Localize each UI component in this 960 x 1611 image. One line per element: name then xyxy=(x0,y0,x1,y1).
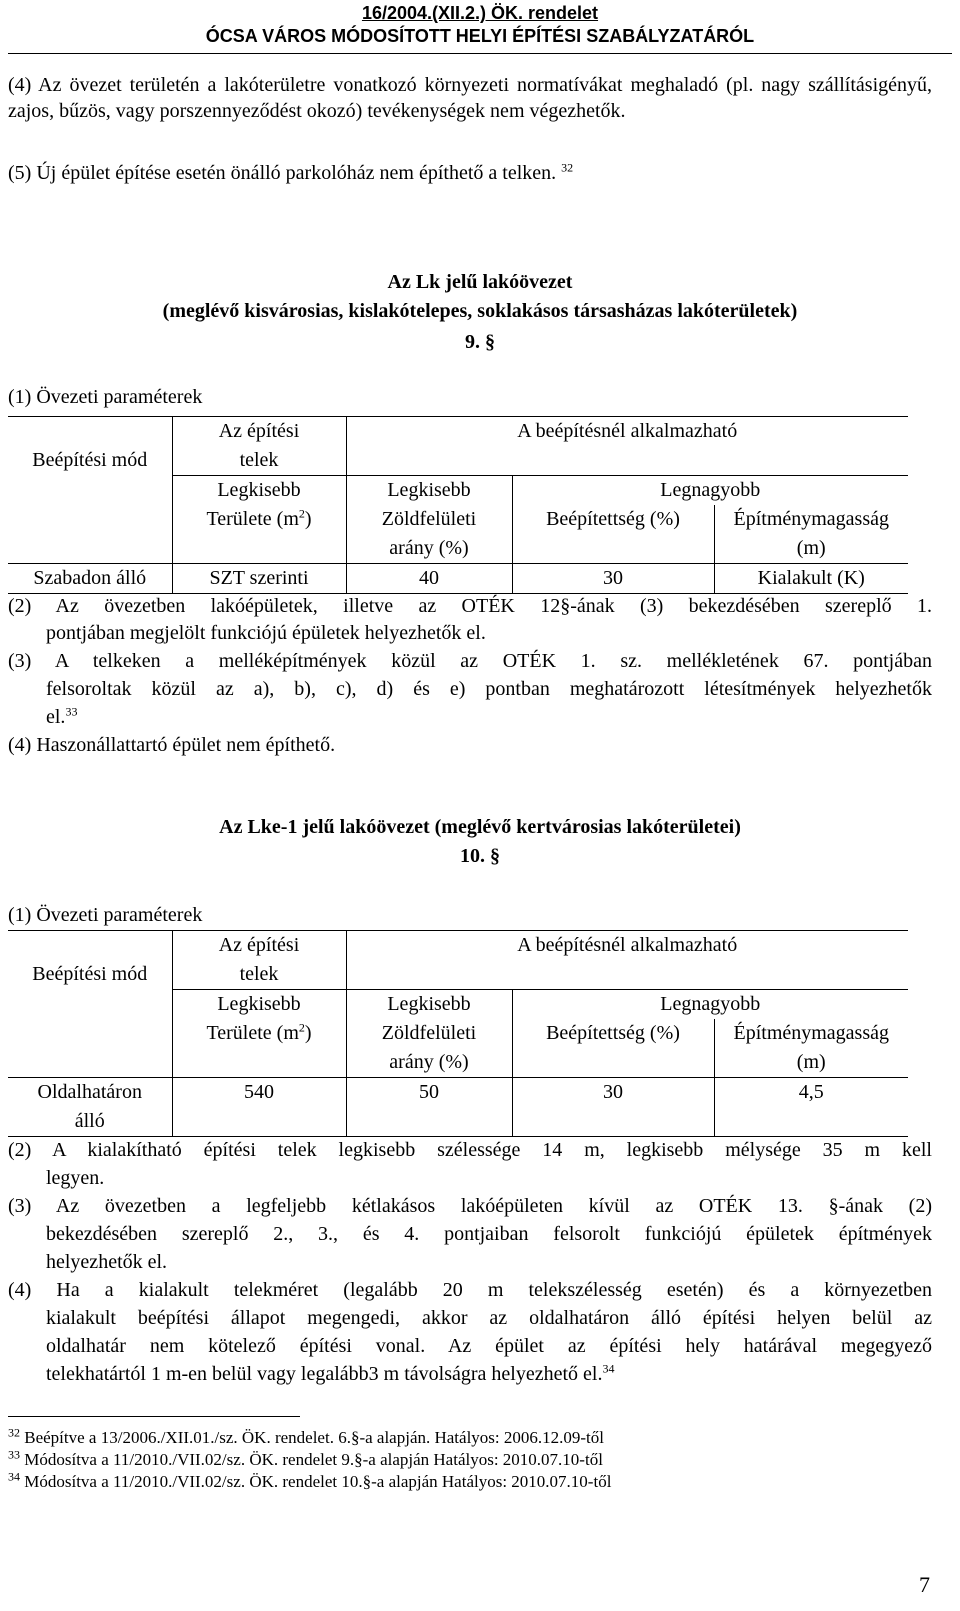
lke-paragraph-3-line1: (3) Az övezetben a legfeljebb kétlakásos lakóépületen kívül az OTÉK 13. §-ának (2) xyxy=(8,1195,932,1217)
header-green-ratio-line1: Zöldfelületi xyxy=(346,505,512,534)
page-number: 7 xyxy=(919,1572,930,1597)
header-area: Területe $(m^2)$ xyxy=(172,505,346,534)
header-height-line2: (m) xyxy=(714,534,908,564)
header-min-green: Legkisebb xyxy=(346,476,512,506)
paragraph-4-top: (4) Az övezet területén a lakóterületre vonatkozó környezeti normatívákat meghaladó (pl. nagy szállításigényű, zajos, bűzös, vagy porszennyeződést okozó) tevékenységek nem végezhetők. xyxy=(8,74,932,122)
cell-built-ratio: 30 xyxy=(512,564,714,594)
footnote-32: $^{32}$ Beépítve a 13/2006./XII.01./sz. ÖK. rendelet. 6.§-a alapján. Hatályos: 2006.12.09-től xyxy=(8,1425,604,1447)
lk-section-number: 9. § xyxy=(465,331,495,353)
lke-parameters-label: (1) Övezeti paraméterek xyxy=(8,904,203,926)
cell-green-ratio: 50 xyxy=(346,1078,512,1108)
document-header-title: ÓCSA VÁROS MÓDOSÍTOTT HELYI ÉPÍTÉSI SZABÁLYZATÁRÓL xyxy=(205,26,755,46)
lk-zone-title: Az Lk jelű lakóövezet xyxy=(387,271,573,293)
cell-height: Kialakult (K) xyxy=(714,564,908,594)
header-min-green: Legkisebb xyxy=(346,990,512,1020)
header-plot-line1: Az építési xyxy=(172,417,346,447)
lke-section-number: 10. § xyxy=(460,845,500,867)
cell-height: 4,5 xyxy=(714,1078,908,1108)
lke-paragraph-2-line2: legyen. xyxy=(46,1167,105,1189)
header-min-area: Legkisebb xyxy=(172,476,346,506)
header-max: Legnagyobb xyxy=(512,476,908,506)
lk-paragraph-4: (4) Haszonállattartó épület nem építhető. xyxy=(8,734,336,756)
lke-paragraph-3-line2: bekezdésében szereplő 2., 3., és 4. pontjaiban felsorolt funkciójú épületek építmények xyxy=(46,1223,932,1245)
header-height-line1: Építménymagasság xyxy=(714,505,908,534)
footnote-33: $^{33}$ Módosítva a 11/2010./VII.02/sz. ÖK. rendelet 9.§-a alapján Hatályos: 2010.07.10-től xyxy=(8,1447,603,1469)
header-building-mode: Beépítési mód xyxy=(32,449,148,471)
lk-parameters-table xyxy=(8,416,908,594)
lk-paragraph-3-line2: felsoroltak közül az a), b), c), d) és e) pontban meghatározott létesítmények helyezhetők xyxy=(46,678,932,700)
lke-zone-title: Az Lke-1 jelű lakóövezet (meglévő kertvárosias lakóterületei) xyxy=(219,816,741,838)
table-row xyxy=(8,564,908,594)
header-plot-line1: Az építési xyxy=(172,931,346,961)
footnote-34: $^{34}$ Módosítva a 11/2010./VII.02/sz. ÖK. rendelet 10.§-a alapján Hatályos: 2010.07.10-től xyxy=(8,1469,612,1491)
lke-paragraph-3-line3: helyezhetők el. xyxy=(46,1251,168,1273)
lk-zone-subtitle: (meglévő kisvárosias, kislakótelepes, soklakásos társasházas lakóterületek) xyxy=(162,300,798,322)
header-plot-line2: telek xyxy=(172,960,346,990)
footnote-ref-33: 33 xyxy=(65,704,78,719)
lke-paragraph-2-line1: (2) A kialakítható építési telek legkisebb szélessége 14 m, legkisebb mélysége 35 m kell xyxy=(8,1139,932,1161)
paragraph-5-text: (5) Új épület építése esetén önálló parkolóház nem építhető a telken. xyxy=(8,162,557,184)
header-max: Legnagyobb xyxy=(512,990,908,1020)
cell-building-mode: Szabadon álló xyxy=(8,564,172,594)
lke-paragraph-4-line1: (4) Ha a kialakult telekméret (legalább 20 m telekszélesség esetén) és a környezetben xyxy=(8,1279,932,1301)
cell-building-mode-line2: álló xyxy=(8,1107,172,1137)
lke-paragraph-4-line3: oldalhatár nem kötelező építési vonal. Az épület az építési hely határával megegyező xyxy=(46,1335,932,1357)
lke-paragraph-4-line4: telekhatártól 1 m-en belül vagy legalább3 m távolságra helyezhető el.$^{34}$ xyxy=(46,1361,615,1385)
cell-area: 540 xyxy=(172,1078,346,1108)
header-building-mode: Beépítési mód xyxy=(32,963,148,985)
header-built-ratio: Beépítettség (%) xyxy=(512,1019,714,1048)
lk-paragraph-2-line1: (2) Az övezetben lakóépületek, illetve az OTÉK 12§-ának (3) bekezdésében szereplő 1. xyxy=(8,595,932,617)
lke-paragraph-4-line2: kialakult beépítési állapot megengedi, akkor az oldalhatáron álló építési helyen belül az xyxy=(46,1307,932,1329)
lk-paragraph-3-line3: el.$^{33}$ xyxy=(46,704,78,728)
header-applicable: A beépítésnél alkalmazható xyxy=(346,931,908,961)
header-plot-line2: telek xyxy=(172,446,346,476)
table-row xyxy=(8,1078,908,1108)
lk-parameters-label: (1) Övezeti paraméterek xyxy=(8,386,203,408)
header-rule xyxy=(8,53,952,54)
header-cell-empty xyxy=(8,417,172,447)
cell-green-ratio: 40 xyxy=(346,564,512,594)
document-header-reference: 16/2004.(XII.2.) ÖK. rendelet xyxy=(361,3,599,23)
header-green-ratio-line1: Zöldfelületi xyxy=(346,1019,512,1048)
paragraph-5-top xyxy=(8,160,932,186)
cell-area: SZT szerinti xyxy=(172,564,346,594)
cell-built-ratio: 30 xyxy=(512,1078,714,1108)
footnote-ref-34: 34 xyxy=(602,1361,615,1376)
lk-paragraph-2-line2: pontjában megjelölt funkciójú épületek helyezhetők el. xyxy=(46,622,486,644)
footnote-ref-32: 32 xyxy=(561,160,574,175)
header-area: Területe $(m^2)$ xyxy=(172,1019,346,1048)
header-height-line1: Építménymagasság xyxy=(714,1019,908,1048)
header-applicable: A beépítésnél alkalmazható xyxy=(346,417,908,447)
header-min-area: Legkisebb xyxy=(172,990,346,1020)
header-built-ratio: Beépítettség (%) xyxy=(512,505,714,534)
cell-building-mode-line1: Oldalhatáron xyxy=(8,1078,172,1108)
header-green-ratio-line2: arány (%) xyxy=(346,534,512,564)
header-height-line2: (m) xyxy=(714,1048,908,1078)
lke-parameters-table xyxy=(8,930,908,1137)
header-green-ratio-line2: arány (%) xyxy=(346,1048,512,1078)
lk-paragraph-3-line1: (3) A telkeken a melléképítmények közül az OTÉK 1. sz. mellékletének 67. pontjában xyxy=(8,650,932,672)
footnote-separator xyxy=(8,1416,300,1417)
